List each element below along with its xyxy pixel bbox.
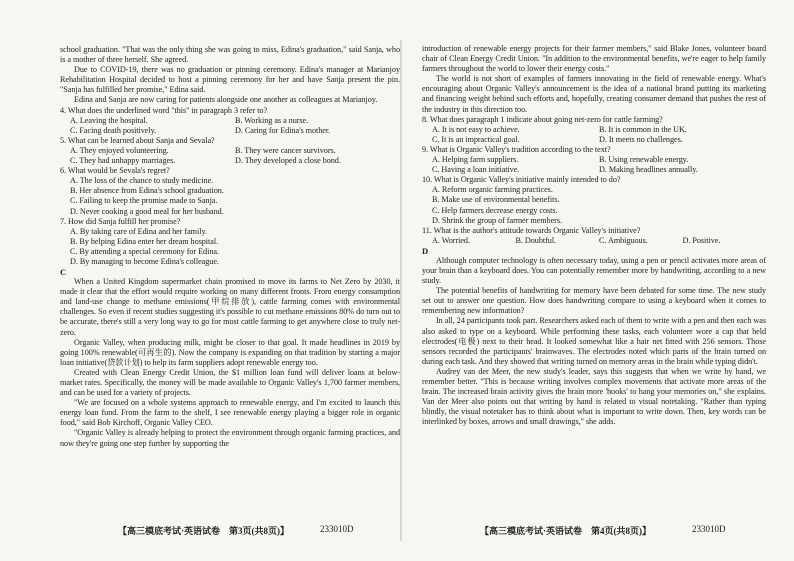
option: B. Working as a nurse.: [235, 115, 309, 125]
option: D. It meets no challenges.: [599, 134, 683, 144]
option: B. Make use of environmental benefits.: [432, 195, 560, 205]
option: B. It is common in the UK.: [599, 124, 687, 134]
option: C. Ambiguous.: [599, 235, 648, 245]
option: D. By managing to become Edina's colleague.: [70, 256, 219, 266]
paragraph: "Organic Valley is already helping to protect the environment through organic farming practices, and now they're going one step further by supporting the: [60, 428, 400, 448]
option: B. They were cancer survivors.: [235, 145, 336, 155]
paragraph: Although computer technology is often necessary today, using a pen or pencil activates more areas of your brain than a keyboard does. You can potentially remember more by handwriting, according to a new study.: [422, 255, 766, 286]
paper-code-left: 233010D: [320, 524, 354, 534]
option: D. Never cooking a good meal for her husband.: [70, 206, 224, 216]
option: B. Doubtful.: [515, 235, 557, 245]
right-page: [422, 44, 766, 427]
question-5-options: [60, 156, 400, 166]
paragraph: In all, 24 participants took part. Researchers asked each of them to write with a pen and then each was also asked to type on a keyboard. While performing these tasks, each volunteer wore a cap that held electrodes(电极) next to their head. It looked somewhat like a hair net fitted with 256 sensors. Those sensors recorded the participants' brainwaves. The electrodes noted which parts of the brain turned on during each task. And they showed that writing turned on memory areas in the brain while typing didn't.: [422, 316, 766, 366]
option: D. They developed a close bond.: [235, 156, 341, 166]
option: B. By helping Edina enter her dream hospital.: [70, 236, 219, 246]
option: C. It is an impractical goal.: [432, 134, 520, 144]
question-9: 9. What is Organic Valley's tradition according to the text?: [422, 144, 611, 154]
option: A. They enjoyed volunteering.: [70, 145, 169, 155]
option: D. Caring for Edina's mother.: [235, 125, 331, 135]
section-heading-c: C: [60, 267, 67, 278]
paragraph: Organic Valley, when producing milk, might be closer to that goal. It made headlines in 2019 by going 100% renewable(可再生的). Now the company is expanding on that tradition by starting a major loan initiative(贷款计划) to help its farm suppliers adopt renewable energy too.: [60, 337, 400, 367]
page-footer-right: 【高三模底考试·英语试卷 第4页(共8页)】: [480, 526, 651, 536]
paragraph: introduction of renewable energy projects for their farmer members," said Blake Jones, volunteer board chair of Clean Energy Credit Union. "In addition to the environmental benefits, we're eager to help family farmers throughout the world to lower their energy costs.": [422, 44, 766, 74]
question-4-options: [60, 126, 400, 136]
question-7: 7. How did Sanja fulfill her promise?: [60, 216, 181, 226]
option: A. The loss of the chance to study medicine.: [70, 176, 214, 186]
option: A. Reform organic farming practices.: [432, 185, 553, 195]
paragraph: "We are focused on a whole systems approach to renewable energy, and I'm excited to launch this energy loan fund. From the farm to the shelf, I see renewable energy playing a bigger role in organic food," said Bob Kirchoff, Organic Valley CEO.: [60, 398, 400, 428]
section-heading-d: D: [422, 245, 429, 256]
question-4: 4. What does the underlined word "this" in paragraph 3 refer to?: [60, 105, 268, 115]
paragraph: Edina and Sanja are now caring for patients alongside one another as colleagues at Marianjoy.: [74, 95, 378, 105]
option: A. Leaving the hospital.: [70, 115, 148, 125]
option: D. Shrink the group of farmer members.: [432, 215, 562, 225]
question-9-options: [422, 165, 766, 175]
question-9-options: [422, 155, 766, 165]
option: A. Worried.: [432, 235, 470, 245]
option: A. By taking care of Edina and her family.: [70, 226, 207, 236]
option: B. Using renewable energy.: [599, 155, 689, 165]
question-8-options: [422, 125, 766, 135]
option: D. Making headlines annually.: [599, 165, 698, 175]
question-5: 5. What can be learned about Sanja and Sevala?: [60, 135, 215, 145]
paragraph: The world is not short of examples of farmers innovating in the field of renewable energy. What's encouraging about Organic Valley's announcement is the idea of a national brand putting its marketing and financing weight behind such efforts and, hopefully, creating consumer demand that pushes the rest of the industry in this direction too.: [422, 74, 766, 114]
option: C. They had unhappy marriages.: [70, 156, 176, 166]
option: C. Failing to keep the promise made to Sanja.: [70, 196, 218, 206]
option: A. Helping farm suppliers.: [432, 155, 519, 165]
page-footer-left: 【高三模底考试·英语试卷 第3页(共8页)】: [118, 526, 289, 536]
option: C. Help farmers decrease energy costs.: [432, 205, 558, 215]
paragraph: Audrey van der Meer, the new study's leader, says this suggests that when we write by hand, we remember better. "This is because writing involves complex movements that activate more areas of the brain. The increased brain activity gives the brain more 'hooks' to hang your memories on," she explains. Van der Meer also points out that writing by hand is related to visual notetaking. "Rather than typing blindly, the visual notetaker has to think about what is important to write down. Then, key words can be interlinked by boxes, arrows and small drawings," she adds.: [422, 366, 766, 427]
paragraph: When a United Kingdom supermarket chain promised to move its farms to Net Zero by 2030, it made it clear that the effort would require working on many different fronts. From energy consumption and land-use change to methane emissions(甲烷排放), cattle farming comes with environmental challenges. So even if recent studies suggesting it's possible to cut methane emissions 80% do turn out to be accurate, there's still a very long way to go for most cattle farming to get anywhere close to truly net-zero.: [60, 277, 400, 337]
question-6: 6. What would be Sevala's regret?: [60, 166, 170, 176]
paragraph: school graduation. "That was the only thing she was going to miss, Edina's graduation," said Sanja, who is a mother of three herself. She agreed.: [60, 45, 400, 65]
question-8-options: [422, 135, 766, 145]
option: B. Her absence from Edina's school graduation.: [70, 186, 224, 196]
paragraph: Created with Clean Energy Credit Union, the $1 million loan fund will deliver loans at below-market rates. Specifically, the money will be made available to Organic Valley's 1,700 farmer members, and can be used for a variety of projects.: [60, 367, 400, 398]
paper-code-right: 233010D: [692, 524, 726, 534]
question-8: 8. What does paragraph 1 indicate about going net-zero for cattle farming?: [422, 114, 663, 124]
paragraph: The potential benefits of handwriting for memory have been debated for some time. The new study set out to answer one question. How does handwriting compare to using a keyboard when it comes to remembering new information?: [422, 286, 766, 316]
option: C. Facing death positively.: [70, 125, 157, 135]
option: A. It is not easy to achieve.: [432, 124, 520, 134]
option: D. Positive.: [682, 235, 721, 245]
question-4-options: [60, 116, 400, 126]
question-10: 10. What is Organic Valley's initiative mainly intended to do?: [422, 175, 621, 185]
paragraph: Due to COVID-19, there was no graduation or pinning ceremony. Edina's manager at Marianjoy Rehabilitation Hospital decided to host a pinning ceremony for her and have Sanja present the pin. "Sanja has fulfilled her promise," Edina said.: [60, 65, 400, 95]
option: C. By attending a special ceremony for Edina.: [70, 246, 219, 256]
question-11: 11. What is the author's attitude towards Organic Valley's initiative?: [422, 225, 641, 235]
question-5-options: [60, 146, 400, 156]
question-11-options: [422, 236, 766, 246]
page-fold: [400, 40, 402, 541]
option: C. Having a loan initiative.: [432, 165, 520, 175]
left-page: [60, 45, 400, 449]
